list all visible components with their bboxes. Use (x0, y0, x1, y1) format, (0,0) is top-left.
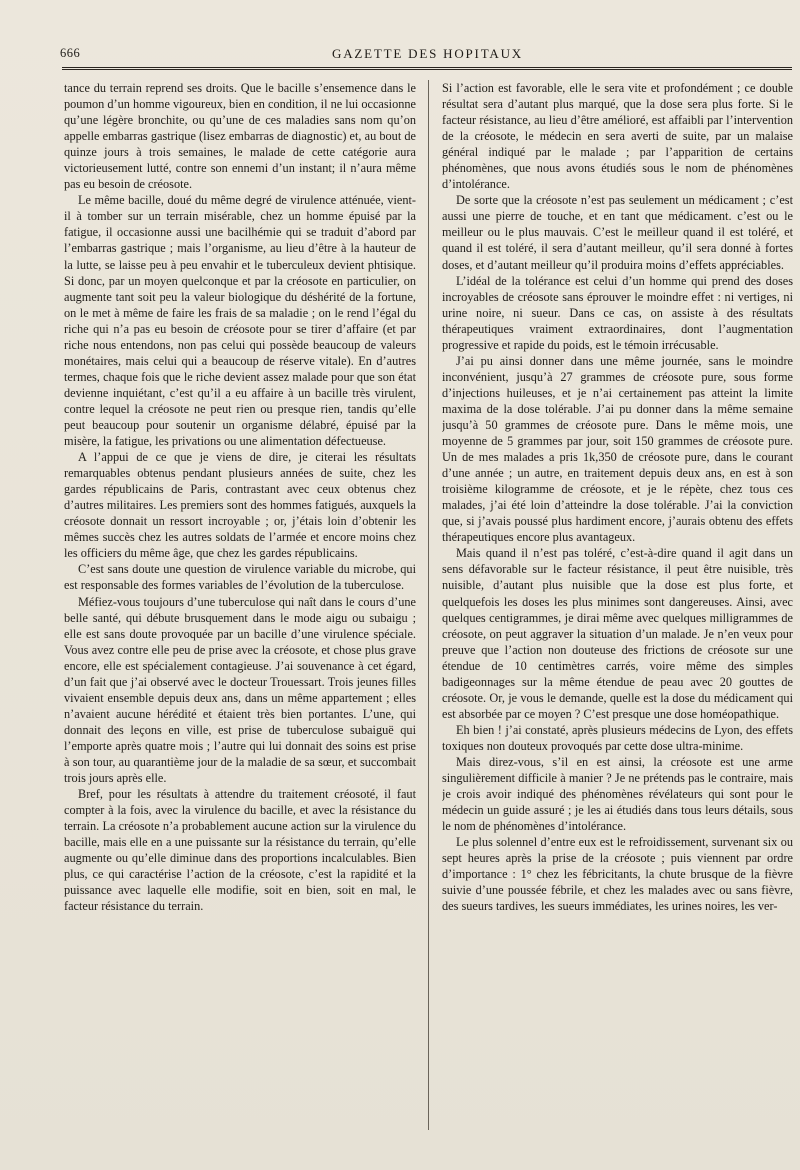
paragraph: J’ai pu ainsi donner dans une même journée, sans le moindre inconvénient, jusqu’à 27 grammes de créosote pure, sous forme d’injections huileuses, et je n’ai certainement pas atteint la limite maxima de la dose tolérable. J’ai pu donner dans la même semaine jusqu’à 50 grammes de créosote pure. Dans le même mois, une moyenne de 5 grammes par jour, soit 150 grammes de créosote pure. Un de mes malades a pris 1k,350 de créosote pure, dans le courant d’une année ; un autre, en traitement depuis deux ans, en est à son troisième kilogramme de créosote, et je le répète, chez tous ces malades, j’ai été loin d’atteindre la dose tolérable. J’ai la conviction que, si j’avais poussé plus hardiment encore, j’aurais obtenu des effets thérapeutiques encore plus avantageux. (442, 353, 793, 545)
paragraph: L’idéal de la tolérance est celui d’un homme qui prend des doses incroyables de créosote sans éprouver le moindre effet : ni vertiges, ni urine noire, ni sueur. Dans ce cas, on assiste à des résultats thérapeutiques vraiment extraordinaires, dont l’augmentation progressive et rapide du poids, est le témoin irrécusable. (442, 273, 793, 352)
paragraph: Le plus solennel d’entre eux est le refroidissement, survenant six ou sept heures après la prise de la créosote ; puis viennent par ordre d’importance : 1° chez les fébricitants, la chute brusque de la fièvre suivie d’une poussée fébrile, et chez les malades avec ou sans fièvre, des sueurs tardives, les sueurs immédiates, les urines noires, les ver- (442, 835, 793, 914)
header-rule (62, 67, 792, 70)
paragraph: Mais direz-vous, s’il en est ainsi, la créosote est une arme singulièrement difficile à manier ? Je ne prétends pas le contraire, mais je crois avoir indiqué des phénomènes révélateurs qui sont pour le médecin un guide assuré ; je les ai étudiés dans tous leurs détails, sous le nom de phénomènes d’intolérance. (442, 754, 793, 834)
paragraph: Le même bacille, doué du même degré de virulence atténuée, vient-il à tomber sur un terrain misérable, chez un homme épuisé par la fatigue, il occasionne aussi une bacilhémie qui se traduit d’abord par l’embarras gastrique ; mais l’organisme, au lieu d’être à la hauteur de la lutte, se laisse peu à peu envahir et le tuberculeux devient phtisique. Si donc, par un moyen quelconque et par la créosote en particulier, on augmente tant soit peu la valeur biologique du déshérité de la fortune, on le met à même de faire les frais de sa maladie ; on le rend l’égal du riche qui n’a pas eu besoin de créosote pour se tirer d’affaire (et par riche nous entendons, non pas celui qui possède beaucoup de valeurs monétaires, mais celui qui a beaucoup de réserve vitale). En d’autres termes, chaque fois que le riche devient assez malade pour que son état devienne inquiétant, c’est qu’il a eu affaire à un bacille très virulent, contre lequel la créosote ne peut rien ou presque rien, tandis qu’elle peut beaucoup pour soutenir un organisme délabré, épuisé par la misère, la fatigue, les privations ou une alimentation défectueuse. (64, 193, 416, 449)
paragraph: Mais quand il n’est pas toléré, c’est-à-dire quand il agit dans un sens défavorable sur le facteur résistance, il peut être nuisible, très nuisible, d’autant plus nuisible que la dose est plus forte, et quelquefois les doses les plus minimes sont dangereuses. Ainsi, avec quelques centigrammes, je dirai même avec quelques milligrammes de créosote, on peut aggraver la situation d’un malade. Je n’en veux pour preuve que l’action non douteuse des frictions de créosote sur une étendue de 10 centimètres carrés, voire même des simples badigeonnages sur la même étendue de peau avec 20 gouttes de créosote. Or, je vous le demande, quelle est la dose du médicament qui est absorbée par ce moyen ? C’est presque une dose homéopathique. (442, 546, 793, 721)
paragraph: De sorte que la créosote n’est pas seulement un médicament ; c’est aussi une pierre de touche, et en tant que médicament. c’est ou le meilleur ou le plus mauvais. C’est le meilleur quand il est toléré, et quand il est toléré, il sera d’autant meilleur, qu’il sera donné à fortes doses, et d’autant meilleur qu’il produira moins d’effets appréciables. (442, 193, 793, 272)
column-divider (428, 80, 429, 1130)
paragraph: Si l’action est favorable, elle le sera vite et profondément ; ce double résultat sera d’autant plus marqué, que la dose sera plus forte. Si le facteur résistance, au lieu d’être amélioré, est affaibli par l’intervention de la créosote, le médecin en sera averti de suite, par un malaise général indiqué par le malade ; par l’apparition de certains phénomènes, que nous avons étudiés sous le nom de phénomènes d’intolérance. (442, 81, 793, 192)
paragraph: C’est sans doute une question de virulence variable du microbe, qui est responsable des formes variables de l’évolution de la tuberculose. (64, 562, 416, 593)
paragraph: tance du terrain reprend ses droits. Que le bacille s’ensemence dans le poumon d’un homme vigoureux, bien en condition, il ne lui occasionne qu’une légère bronchite, ou qu’une de ces maladies sans nom qu’on appelle embarras gastrique (lisez embarras de diagnostic) et, au bout de quinze jours à trois semaines, le malade de cette catégorie aura victorieusement lutté, contre son ennemi d’un instant; il n’aura même pas eu besoin de créosote. (64, 81, 416, 192)
journal-title: GAZETTE DES HOPITAUX (332, 46, 523, 61)
paragraph: A l’appui de ce que je viens de dire, je citerai les résultats remarquables obtenus pendant plusieurs années de suite, chez les gardes républicains de Paris, contrastant avec ceux obtenus chez d’autres militaires. Les premiers sont des hommes fatigués, auxquels la créosote donnait un ressort incroyable ; or, j’étais loin d’obtenir les mêmes succès chez les autres soldats de l’armée et encore moins chez les officiers du même âge, que chez les gardes républicains. (64, 450, 416, 561)
left-column (64, 80, 416, 1152)
page-header (60, 46, 795, 66)
paragraph: Méfiez-vous toujours d’une tuberculose qui naît dans le cours d’une belle santé, qui débute brusquement dans le mode aigu ou subaigu ; elle est sans doute provoquée par un bacille d’une virulence spéciale. Vous avez contre elle peu de prise avec la créosote, et chose plus grave encore, elle est spécialement contagieuse. J’ai souvenance à cet égard, d’un fait que j’ai observé avec le docteur Trouessart. Trois jeunes filles vivaient ensemble depuis deux ans, dans un même appartement ; elles n’avaient aucune hérédité et étaient très bien portantes. L’une, qui donnait des leçons en ville, est prise de tuberculose subaiguë qui l’emporte après quatre mois ; l’autre qui lui donnait des soins est prise à son tour, au quarantième jour de la maladie de sa sœur, et succombait trois jours après elle. (64, 594, 416, 786)
right-column (442, 80, 793, 1152)
page-number: 666 (60, 46, 81, 60)
paragraph: Bref, pour les résultats à attendre du traitement créosoté, il faut compter à la fois, avec la virulence du bacille, et avec la résistance du terrain. La créosote n’a probablement aucune action sur la virulence du bacille, mais elle en a une puissante sur la résistance du terrain, qu’elle augmente ou qu’elle diminue dans des proportions incalculables. Bien plus, ce qui caractérise l’action de la créosote, c’est la rapidité et la puissance avec laquelle elle modifie, soit en bien, soit en mal, le facteur résistance du terrain. (64, 787, 416, 914)
paragraph: Eh bien ! j’ai constaté, après plusieurs médecins de Lyon, des effets toxiques non douteux provoqués par cette dose ultra-minime. (442, 722, 793, 753)
